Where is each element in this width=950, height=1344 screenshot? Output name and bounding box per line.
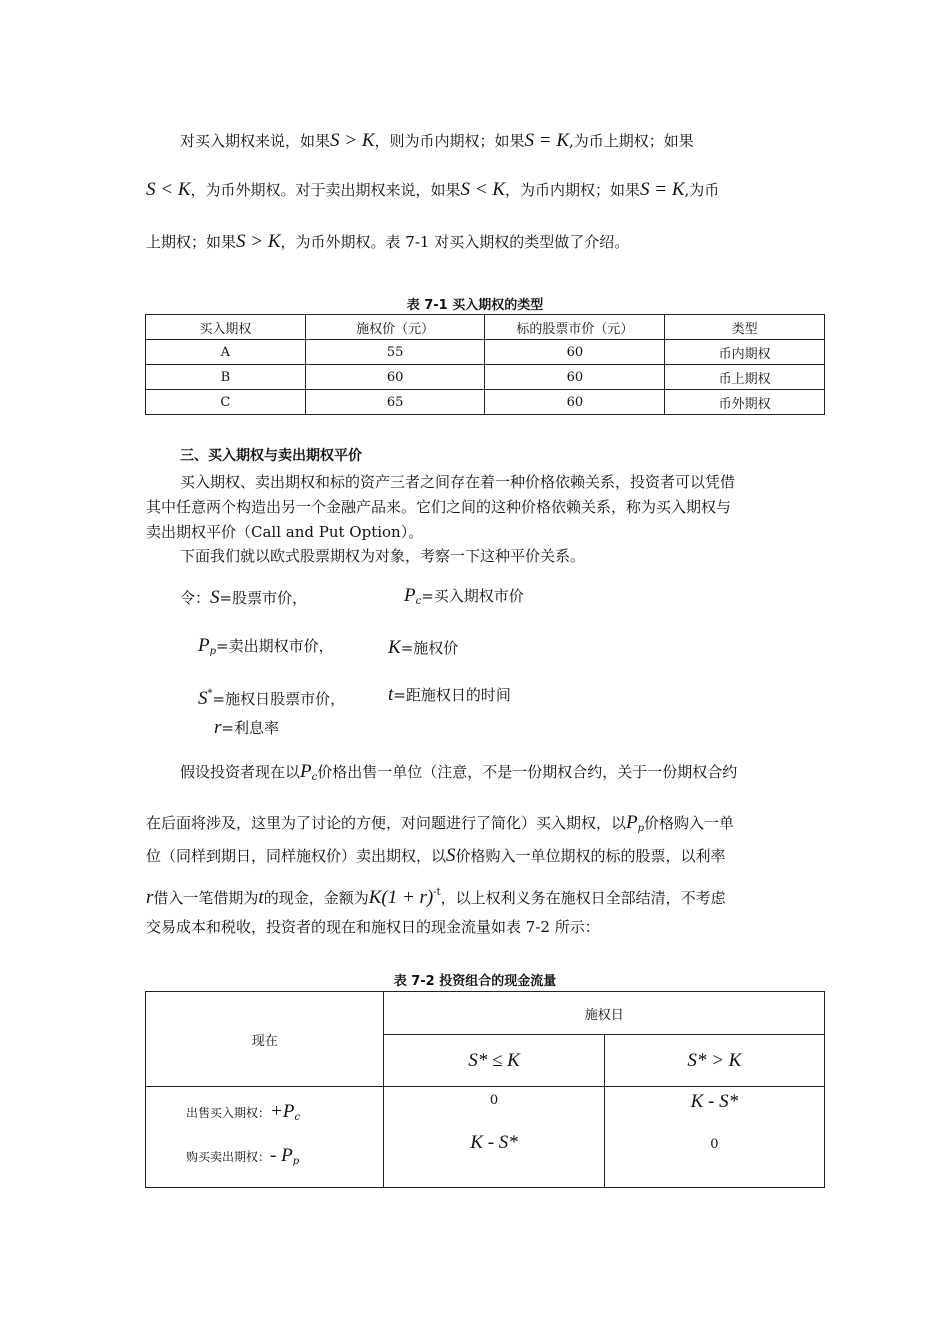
table1: [145, 314, 825, 415]
header-cell: 标的股票市价（元）: [485, 315, 665, 340]
text: =距施权日的时间: [393, 686, 511, 704]
math: S: [446, 845, 456, 866]
para3-line4: [146, 883, 726, 908]
math: p: [292, 1156, 300, 1167]
cell: B: [146, 365, 306, 390]
math: +P: [270, 1101, 295, 1122]
text: =股票市价，: [219, 589, 308, 607]
math: S: [198, 688, 208, 709]
section-p2: 下面我们就以欧式股票期权为对象，考察一下这种平价关系。: [180, 547, 586, 565]
text: 位（同样到期日，同样施权价）卖出期权，以: [146, 847, 447, 865]
section-p1-line1: 买入期权、卖出期权和标的资产三者之间存在着一种价格依赖关系，投资者可以凭借: [180, 473, 736, 491]
math: - P: [270, 1145, 293, 1166]
table-header-row: [146, 992, 825, 1035]
math: -t: [433, 887, 441, 898]
section-p1-line2: 其中任意两个构造出另一个金融产品来。它们之间的这种价格依赖关系，称为买入期权与: [146, 498, 732, 516]
math: p: [209, 646, 217, 657]
section-title: 三、买入期权与卖出期权平价: [180, 448, 362, 464]
text: ，为币内期权；如果: [505, 181, 641, 199]
header-now: 现在: [146, 992, 384, 1087]
table2-caption: 表 7-2 投资组合的现金流量: [393, 974, 557, 989]
math: t: [388, 684, 394, 705]
row-labels: [146, 1087, 384, 1188]
text: ，为币外期权。对于卖出期权来说，如果: [190, 181, 461, 199]
table-row: [146, 390, 825, 415]
math: P: [626, 812, 638, 833]
text: 对买入期权来说，如果: [180, 132, 331, 150]
para3-line1: [180, 762, 737, 788]
text: 的现金，金额为: [263, 889, 369, 907]
text: 假设投资者现在以: [180, 763, 301, 781]
cell: 60: [305, 365, 485, 390]
row1-value2: K - S*: [690, 1091, 739, 1112]
text: ,为币上期权；如果: [569, 132, 694, 150]
text: =买入期权市价: [421, 587, 524, 605]
math: c: [311, 772, 318, 783]
text: 价格购入一单位期权的标的股票，以利率: [455, 847, 726, 865]
row2-value1: K - S*: [470, 1132, 518, 1153]
math: S = K: [524, 130, 570, 151]
row1-label: [186, 1101, 383, 1123]
header-case1: S* ≤ K: [384, 1035, 604, 1087]
header-exercise-day: 施权日: [384, 992, 825, 1035]
col2-values: [604, 1087, 824, 1188]
header-cell: 类型: [665, 315, 825, 340]
text: 购买卖出期权：: [186, 1150, 271, 1164]
row1-value1: 0: [489, 1093, 499, 1108]
math: p: [637, 823, 645, 834]
math: S > K: [236, 231, 281, 252]
math: r: [214, 717, 222, 738]
header-case2: S* > K: [604, 1035, 824, 1087]
math: P: [198, 635, 210, 656]
math: c: [415, 596, 422, 607]
table1-caption: 表 7-1 买入期权的类型: [406, 298, 544, 313]
text: 在后面将涉及，这里为了讨论的方便，对问题进行了简化）买入期权，以: [146, 814, 627, 832]
header-cell: 买入期权: [146, 315, 306, 340]
row2-label: [186, 1145, 383, 1167]
text: 价格出售一单位（注意，不是一份期权合约，关于一份期权合约: [317, 763, 738, 781]
text: =施权价: [400, 639, 459, 657]
text: ，以上权利义务在施权日全部结清，不考虑: [440, 889, 726, 907]
row2-value2: 0: [710, 1137, 719, 1152]
math: S < K: [460, 179, 506, 200]
col1-values: [384, 1087, 604, 1188]
para1-line2: [146, 180, 719, 200]
cell: 币内期权: [665, 340, 825, 365]
para1-line3: [146, 232, 629, 252]
cell: 55: [305, 340, 485, 365]
para3-line5: 交易成本和税收，投资者的现在和施权日的现金流量如表 7-2 所示：: [146, 918, 600, 936]
table-row: [146, 340, 825, 365]
text: 出售买入期权：: [186, 1106, 271, 1120]
cell: C: [146, 390, 306, 415]
text: ，为币外期权。表 7-1 对买入期权的类型做了介绍。: [280, 233, 630, 251]
para3-line3: [146, 846, 726, 866]
math: K: [388, 637, 401, 658]
def-sstar: [198, 684, 345, 709]
cell: 60: [485, 340, 665, 365]
math: S = K: [640, 179, 685, 200]
para1-line1: [180, 131, 694, 151]
math: c: [294, 1112, 301, 1123]
cell: 60: [485, 390, 665, 415]
def-r: [214, 718, 279, 738]
text: ，则为币内期权；如果: [374, 132, 525, 150]
math: S > K: [330, 130, 375, 151]
math: K(1 + r): [368, 887, 434, 908]
math: *: [207, 688, 213, 699]
math: S < K: [146, 179, 191, 200]
cell: 币上期权: [665, 365, 825, 390]
section-p1-line3: 卖出期权平价（Call and Put Option）。: [146, 523, 424, 541]
math: t: [258, 887, 264, 908]
text: 价格购入一单: [644, 814, 735, 832]
header-cell: 施权价（元）: [305, 315, 485, 340]
table-header-row: [146, 315, 825, 340]
text: 令：: [180, 589, 211, 607]
table-row: [146, 1087, 825, 1188]
text: ,为币: [684, 181, 720, 199]
cell: 65: [305, 390, 485, 415]
cell: 60: [485, 365, 665, 390]
math: P: [404, 585, 416, 606]
text: 借入一笔借期为: [153, 889, 259, 907]
cell: A: [146, 340, 306, 365]
def-k: [388, 638, 458, 658]
table-row: [146, 365, 825, 390]
text: =施权日股票市价，: [212, 690, 346, 708]
math: P: [300, 761, 312, 782]
para3-line2: [146, 813, 734, 839]
text: 上期权；如果: [146, 233, 237, 251]
cell: 币外期权: [665, 390, 825, 415]
math: S: [210, 587, 220, 608]
text: =利息率: [221, 719, 279, 737]
def-pc: [404, 586, 524, 612]
table2: [145, 991, 825, 1188]
def-line1: [180, 588, 307, 608]
def-pp: [198, 636, 334, 662]
text: =卖出期权市价，: [216, 637, 334, 655]
def-t: [388, 685, 511, 705]
math: r: [146, 887, 154, 908]
